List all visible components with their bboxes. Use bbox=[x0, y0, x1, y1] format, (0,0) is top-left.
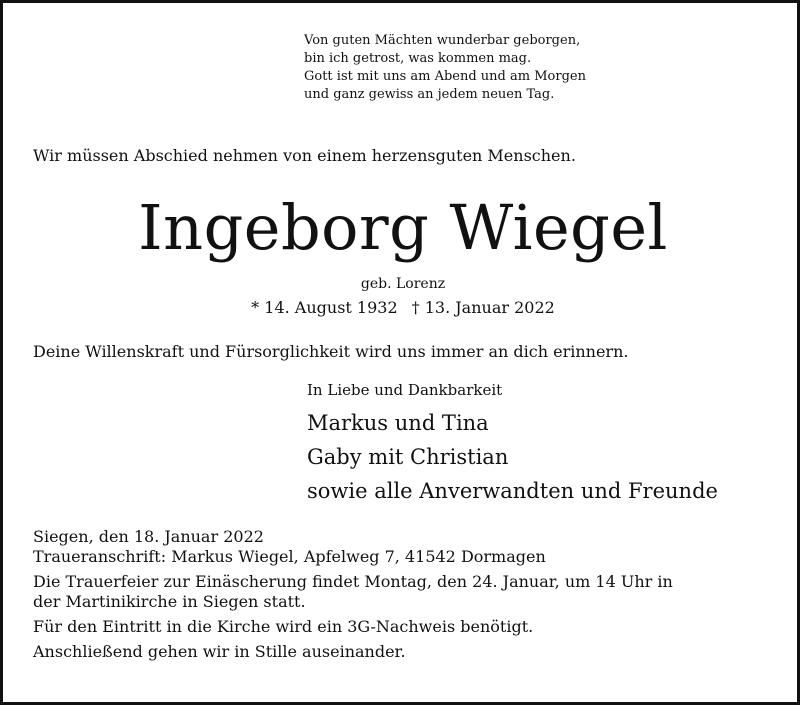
ceremony-info bbox=[33, 572, 673, 612]
intro-text: Wir müssen Abschied nehmen von einem herzensguten Menschen. bbox=[33, 146, 576, 165]
signers-greeting: In Liebe und Dankbarkeit bbox=[307, 381, 503, 399]
poem-line: und ganz gewiss an jedem neuen Tag. bbox=[304, 87, 555, 102]
ceremony-line: Die Trauerfeier zur Einäscherung findet Montag, den 24. Januar, um 14 Uhr in bbox=[33, 572, 673, 591]
ceremony-line: der Martinikirche in Siegen statt. bbox=[33, 592, 306, 611]
death-date: † 13. Januar 2022 bbox=[411, 298, 555, 317]
deceased-name: Ingeborg Wiegel bbox=[138, 191, 668, 264]
mourner-name: sowie alle Anverwandten und Freunde bbox=[307, 479, 718, 503]
signers-block bbox=[307, 380, 718, 508]
poem-line: Von guten Mächten wunderbar geborgen, bbox=[304, 33, 581, 48]
poem-line: Gott ist mit uns am Abend und am Morgen bbox=[304, 69, 586, 84]
covid-note: Für den Eintritt in die Kirche wird ein 3G-Nachweis benötigt. bbox=[33, 617, 534, 636]
mourning-address: Traueranschrift: Markus Wiegel, Apfelweg 7, 41542 Dormagen bbox=[33, 547, 546, 566]
memory-text: Deine Willenskraft und Fürsorglichkeit wird uns immer an dich erinnern. bbox=[33, 342, 629, 361]
mourner-name: Gaby mit Christian bbox=[307, 445, 509, 469]
closing-text: Anschließend gehen wir in Stille auseinander. bbox=[33, 642, 406, 661]
mourner-name: Markus und Tina bbox=[307, 411, 489, 435]
maiden-name: geb. Lorenz bbox=[360, 276, 446, 292]
place-date: Siegen, den 18. Januar 2022 bbox=[33, 527, 264, 546]
poem-line: bin ich getrost, was kommen mag. bbox=[304, 51, 532, 66]
footer-info bbox=[33, 527, 673, 662]
life-dates bbox=[3, 298, 800, 318]
birth-date: * 14. August 1932 bbox=[251, 298, 398, 317]
poem-verse bbox=[304, 32, 586, 104]
